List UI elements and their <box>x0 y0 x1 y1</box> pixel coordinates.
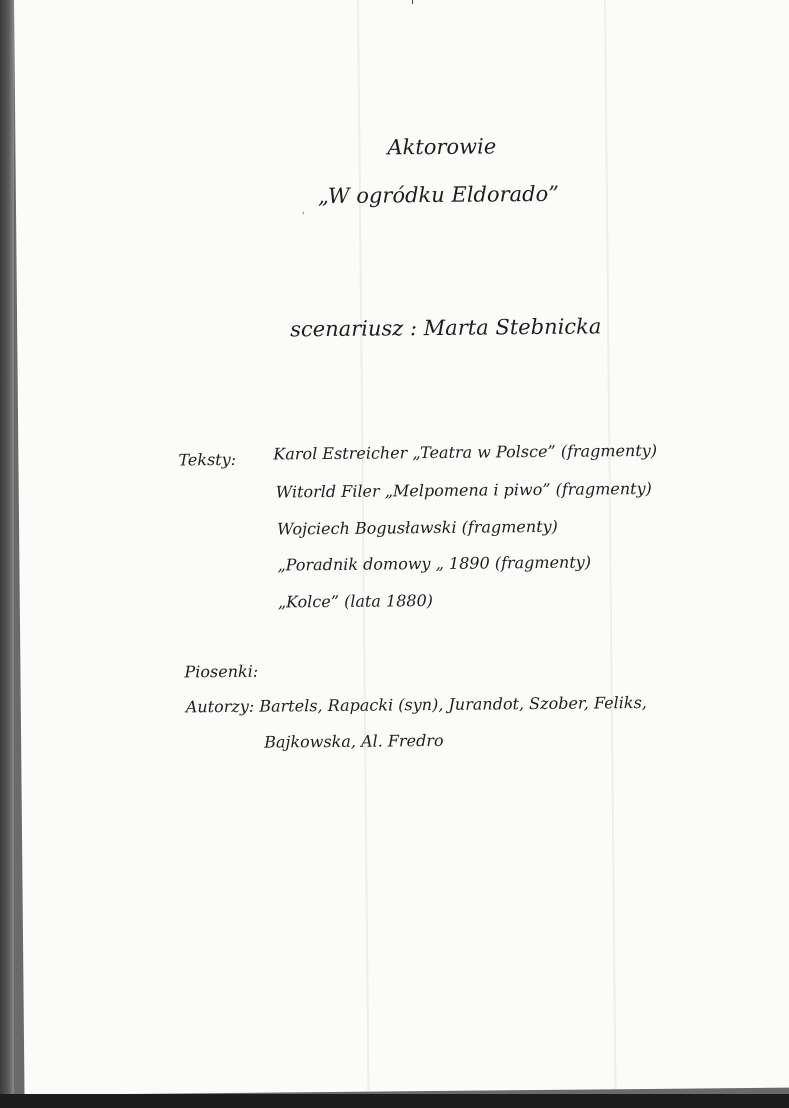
text-source-1: Karol Estreicher „Teatra w Polsce” (fragmenty) <box>273 440 658 464</box>
text-source-4: „Poradnik domowy „ 1890 (fragmenty) <box>277 552 592 575</box>
document-page <box>14 0 789 1095</box>
scan-mark <box>412 0 413 4</box>
authors-line-2: Bajkowska, Al. Fredro <box>264 730 444 752</box>
text-source-5: „Kolce” (lata 1880) <box>277 591 434 612</box>
title-line-1: Aktorowie <box>387 134 497 160</box>
scan-edge <box>0 0 14 1108</box>
text-source-3: Wojciech Bogusławski (fragmenty) <box>276 516 558 539</box>
title-line-2: „W ogródku Eldorado” <box>317 181 560 209</box>
songs-label: Piosenki: <box>184 661 259 682</box>
scan-bottom-edge <box>0 1094 789 1108</box>
page-fold <box>604 0 617 1089</box>
script-credit: scenariusz : Marta Stebnicka <box>290 314 602 342</box>
ink-mark: ʿ <box>302 211 306 223</box>
authors-line-1: Autorzy: Bartels, Rapacki (syn), Jurandot, Szober, Feliks, <box>185 692 647 717</box>
texts-label: Teksty: <box>178 449 237 470</box>
page-fold <box>357 0 370 1092</box>
text-source-2: Witorld Filer „Melpomena i piwo” (fragmenty) <box>275 478 652 502</box>
